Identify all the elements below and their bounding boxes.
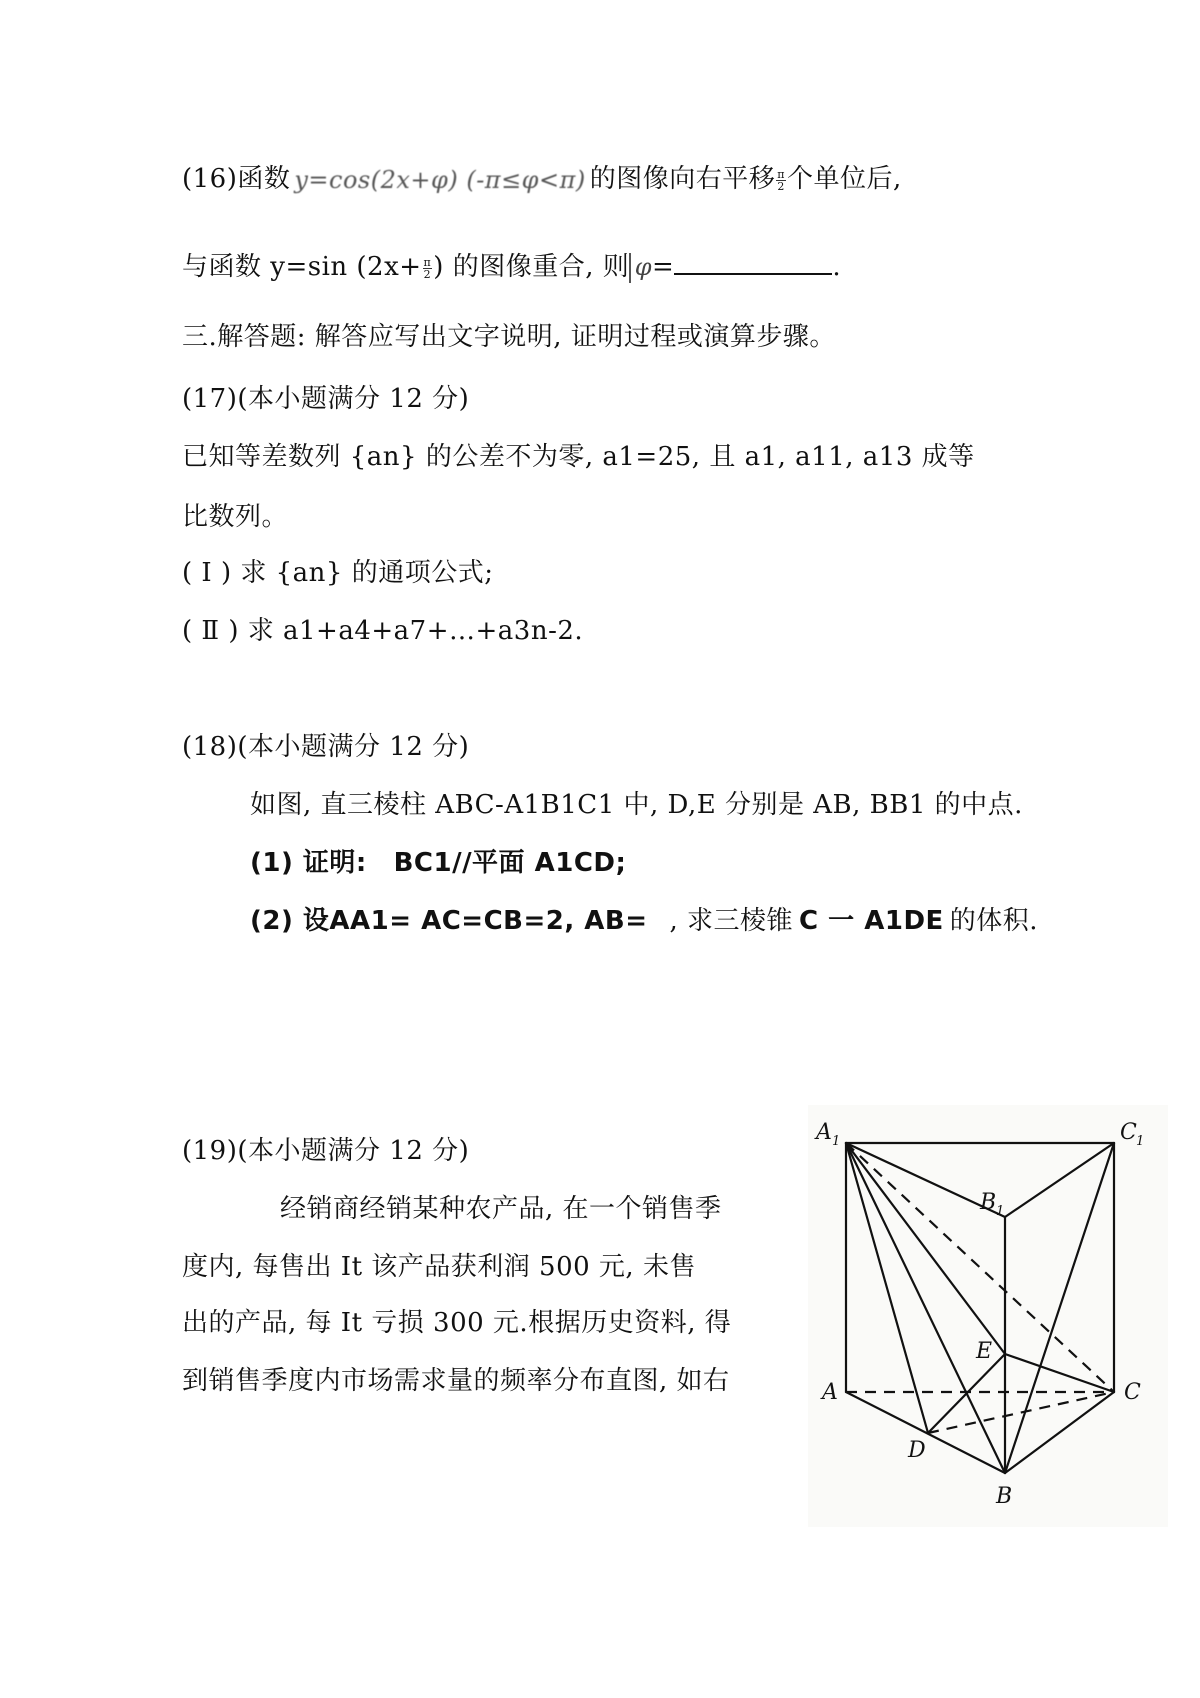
q19-header: (19)(本小题满分 12 分) xyxy=(182,1136,470,1166)
q18-part1 xyxy=(250,846,626,880)
q18-part2-solid: C 一 A1DE xyxy=(799,906,944,936)
svg-text:1 xyxy=(1136,1134,1144,1149)
q19-line2: 度内, 每售出 It 该产品获利润 500 元, 未售 xyxy=(182,1252,696,1282)
section3-heading: 三.解答题: 解答应写出文字说明, 证明过程或演算步骤。 xyxy=(182,322,836,352)
label-c: C xyxy=(1124,1380,1141,1405)
q19-line3: 出的产品, 每 It 亏损 300 元.根据历史资料, 得 xyxy=(182,1308,732,1338)
svg-text:1 xyxy=(832,1134,840,1149)
q16-end: . xyxy=(832,252,842,282)
q17-part2: ( Ⅱ ) 求 a1+a4+a7+…+a3n-2. xyxy=(182,616,584,646)
q19-line1: 经销商经销某种农产品, 在一个销售季 xyxy=(280,1194,722,1224)
q17-header: (17)(本小题满分 12 分) xyxy=(182,384,470,414)
label-a1: A xyxy=(816,1120,832,1145)
label-e: E xyxy=(976,1339,993,1364)
q16-text: 的图像向右平移 xyxy=(589,164,776,194)
q18-part2-ask: , 求三棱锥 xyxy=(669,906,794,936)
q16-phi: φ xyxy=(634,253,653,281)
svg-text:E xyxy=(975,1339,992,1364)
label-a1-sub: 1 xyxy=(832,1134,841,1149)
svg-text:D xyxy=(907,1438,926,1463)
q16-number: (16)函数 xyxy=(182,164,291,194)
q16-fraction: $\frac{\pi}{2}$ xyxy=(777,167,785,193)
label-c1-sub: 1 xyxy=(1136,1134,1145,1149)
label-b1-sub: 1 xyxy=(996,1204,1005,1219)
line-c1b xyxy=(1005,1143,1114,1473)
q16-line2 xyxy=(182,250,841,284)
label-d: D xyxy=(908,1438,926,1463)
q16-line2-a: 与函数 y=sin (2x+ xyxy=(182,252,422,282)
abs-bar-icon xyxy=(629,253,631,283)
q18-part2-label: (2) 设 xyxy=(250,906,330,936)
svg-text:A xyxy=(820,1380,838,1405)
q16-line2-b: ) 的图像重合, 则 xyxy=(433,252,630,282)
prism-diagram xyxy=(808,1105,1168,1527)
q16-fraction2: $\frac{\pi}{2}$ xyxy=(423,255,432,281)
line-a1e xyxy=(846,1143,1005,1354)
q16-text2: 个单位后, xyxy=(786,164,902,194)
line-ec xyxy=(1005,1354,1114,1392)
q16-formula-image: y=cos(2x+φ) (-π≤φ<π) xyxy=(294,166,586,194)
label-b1: B xyxy=(980,1190,997,1215)
svg-text:A xyxy=(814,1120,832,1145)
line-de xyxy=(928,1354,1005,1433)
svg-text:C xyxy=(1120,1120,1137,1145)
svg-text:C xyxy=(1124,1380,1141,1405)
svg-text:1 xyxy=(996,1204,1004,1219)
q18-header: (18)(本小题满分 12 分) xyxy=(182,732,470,762)
q18-part2 xyxy=(250,904,1038,938)
q17-line2: 比数列。 xyxy=(182,502,289,532)
q19-line4: 到销售季度内市场需求量的频率分布直图, 如右 xyxy=(182,1366,730,1396)
q18-part2-end: 的体积. xyxy=(949,906,1039,936)
label-a: A xyxy=(822,1380,838,1405)
q18-part1-label: (1) 证明: xyxy=(250,848,367,878)
q18-part2-given: AA1= AC=CB=2, AB= xyxy=(329,906,648,936)
prism-figure xyxy=(808,1105,1168,1527)
edge-b1c1 xyxy=(1005,1143,1114,1217)
answer-blank xyxy=(674,251,832,275)
svg-text:B xyxy=(995,1484,1012,1509)
q16-eq: = xyxy=(652,252,675,282)
q17-line1: 已知等差数列 {an} 的公差不为零, a1=25, 且 a1, a11, a13 成等 xyxy=(182,442,975,472)
label-c1: C xyxy=(1120,1120,1137,1145)
q17-part1: ( Ⅰ ) 求 {an} 的通项公式; xyxy=(182,558,494,588)
q18-intro: 如图, 直三棱柱 ABC-A1B1C1 中, D,E 分别是 AB, BB1 的中点. xyxy=(250,790,1023,820)
label-b: B xyxy=(996,1484,1013,1509)
svg-text:B xyxy=(979,1190,996,1215)
q16-line1 xyxy=(182,162,902,197)
q18-part1-statement: BC1//平面 A1CD; xyxy=(393,848,627,878)
